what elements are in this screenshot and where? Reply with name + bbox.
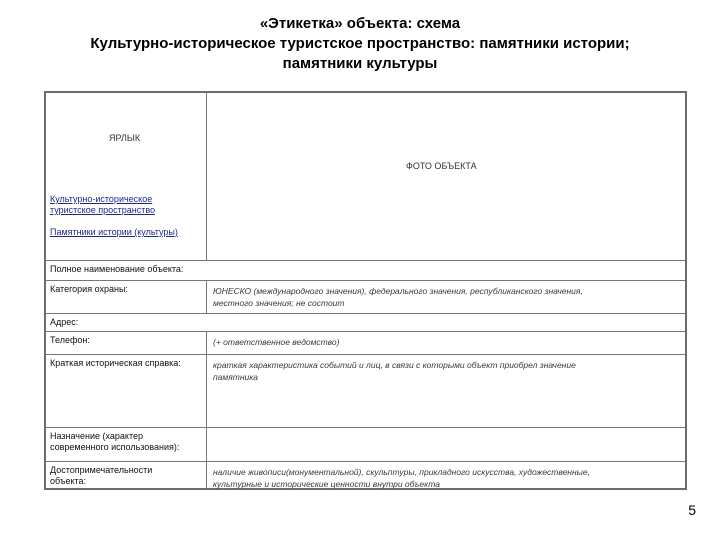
row-value-history-line-1: краткая характеристика событий и лиц, в связи с которыми объект приобрел значение [213,360,576,370]
row-value-protection [213,285,673,309]
category-link-line-1: Культурно-историческое [50,194,153,204]
row-value-history [213,359,673,383]
row-value-history-line-2: памятника [213,372,258,382]
header-divider [206,93,207,260]
page-number: 5 [688,502,696,518]
row-value-phone: (+ ответственное ведомство) [213,337,340,347]
table-row [46,461,685,490]
row-label-sights-line-1: Достопримечательности [50,465,153,475]
field-table [46,260,685,490]
row-label-protection: Категория охраны: [50,284,128,294]
row-label-sights [50,465,200,487]
title-line-1: «Этикетка» объекта: схема [259,15,461,32]
column-divider [206,332,207,354]
row-label-full-name: Полное наименование объекта: [50,264,184,274]
table-row [46,354,685,427]
column-divider [206,428,207,461]
subcategory-link[interactable]: Памятники истории (культуры) [50,227,178,237]
column-divider [206,281,207,313]
row-value-sights [213,466,673,490]
slide-title [0,14,720,74]
row-label-history: Краткая историческая справка: [50,358,181,368]
column-divider [206,462,207,490]
row-value-sights-line-1: наличие живописи(монументальной), скульптуры, прикладного искусства, художественные, [213,467,591,477]
table-row [46,331,685,354]
category-link-line-2: туристское пространство [50,205,156,215]
table-row [46,260,685,280]
title-line-2: Культурно-историческое туристское пространство: памятники истории; [90,35,630,52]
row-label-purpose-line-1: Назначение (характер [50,431,143,441]
column-divider [206,355,207,427]
row-label-phone: Телефон: [50,335,90,345]
photo-placeholder: ФОТО ОБЪЕКТА [406,161,477,171]
row-label-purpose [50,431,200,453]
table-row [46,280,685,313]
row-value-protection-line-2: местного значения; не состоит [213,298,345,308]
row-label-address: Адрес: [50,317,79,327]
row-label-sights-line-2: объекта: [50,476,87,486]
label-placeholder: ЯРЛЫК [109,133,141,143]
row-value-sights-line-2: культурные и исторические ценности внутри объекта [213,479,440,489]
table-row [46,427,685,461]
table-row [46,313,685,331]
title-line-3: памятники культуры [282,55,438,72]
row-label-purpose-line-2: современного использования): [50,442,180,452]
category-link[interactable] [50,194,155,216]
row-value-protection-line-1: ЮНЕСКО (международного значения), федерального значения, республиканского значения, [213,286,583,296]
label-schema-frame [44,91,687,490]
